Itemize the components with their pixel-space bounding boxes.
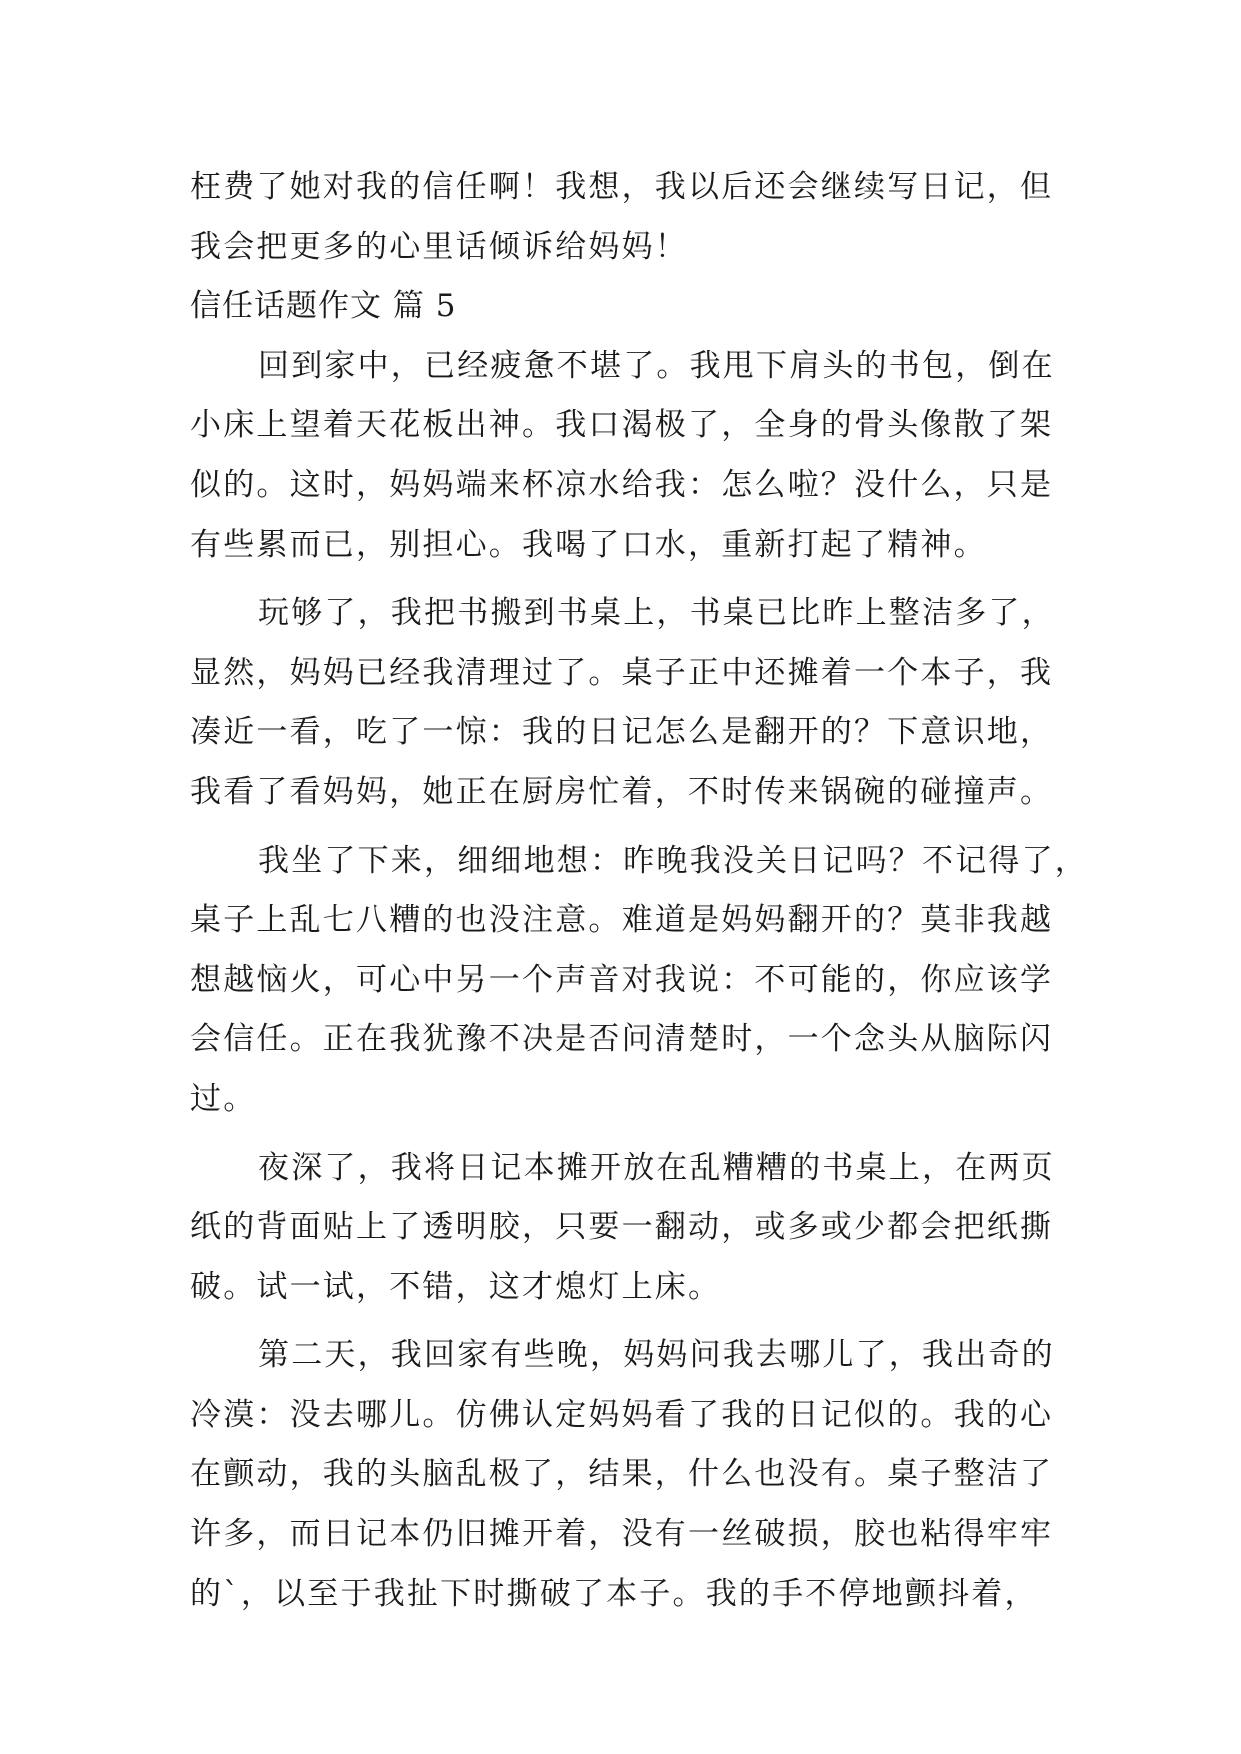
text-line: 凑近一看，吃了一惊：我的日记怎么是翻开的？下意识地， xyxy=(190,714,1054,751)
text-line: 似的。这时，妈妈端来杯凉水给我：怎么啦？没什么，只是 xyxy=(190,466,1054,503)
text-line: 我会把更多的心里话倾诉给妈妈！ xyxy=(190,228,688,265)
document-body xyxy=(190,158,1088,1624)
paragraph-gap xyxy=(190,823,1070,832)
text-line: 许多，而日记本仍旧摊开着，没有一丝破损，胶也粘得牢牢 xyxy=(190,1516,1054,1553)
section-heading: 信任话题作文 篇 5 xyxy=(190,288,457,325)
paragraph-gap xyxy=(190,1130,1070,1139)
paragraph-gap xyxy=(190,575,1070,584)
text-line: 破。试一试，不错，这才熄灯上床。 xyxy=(190,1268,722,1305)
text-line: 我坐了下来，细细地想：昨晚我没关日记吗？不记得了， xyxy=(258,842,1088,879)
text-line: 会信任。正在我犹豫不决是否问清楚时，一个念头从脑际闪 xyxy=(190,1021,1054,1058)
text-line: 玩够了，我把书搬到书桌上，书桌已比昨上整洁多了， xyxy=(258,595,1055,632)
text-line: 的`，以至于我扯下时撕破了本子。我的手不停地颤抖着， xyxy=(190,1575,1038,1612)
text-line: 小床上望着天花板出神。我口渴极了，全身的骨头像散了架 xyxy=(190,407,1054,444)
text-line: 回到家中，已经疲惫不堪了。我甩下肩头的书包，倒在 xyxy=(258,347,1055,384)
text-line: 显然，妈妈已经我清理过了。桌子正中还摊着一个本子，我 xyxy=(190,654,1054,691)
text-line: 纸的背面贴上了透明胶，只要一翻动，或多或少都会把纸撕 xyxy=(190,1209,1054,1246)
text-line: 第二天，我回家有些晚，妈妈问我去哪儿了，我出奇的 xyxy=(258,1337,1055,1374)
text-line: 枉费了她对我的信任啊！我想，我以后还会继续写日记，但 xyxy=(190,169,1054,205)
text-line: 有些累而已，别担心。我喝了口水，重新打起了精神。 xyxy=(190,526,987,563)
text-line: 过。 xyxy=(190,1080,257,1117)
text-line: 冷漠：没去哪儿。仿佛认定妈妈看了我的日记似的。我的心 xyxy=(190,1396,1054,1433)
text-line: 桌子上乱七八糟的也没注意。难道是妈妈翻开的？莫非我越 xyxy=(190,902,1054,939)
text-line: 我看了看妈妈，她正在厨房忙着，不时传来锅碗的碰撞声。 xyxy=(190,773,1054,810)
paragraph-gap xyxy=(190,1317,1070,1326)
text-line: 想越恼火，可心中另一个声音对我说：不可能的，你应该学 xyxy=(190,961,1054,998)
text-line: 夜深了，我将日记本摊开放在乱糟糟的书桌上，在两页 xyxy=(258,1149,1055,1186)
text-line: 在颤动，我的头脑乱极了，结果，什么也没有。桌子整洁了 xyxy=(190,1456,1054,1493)
